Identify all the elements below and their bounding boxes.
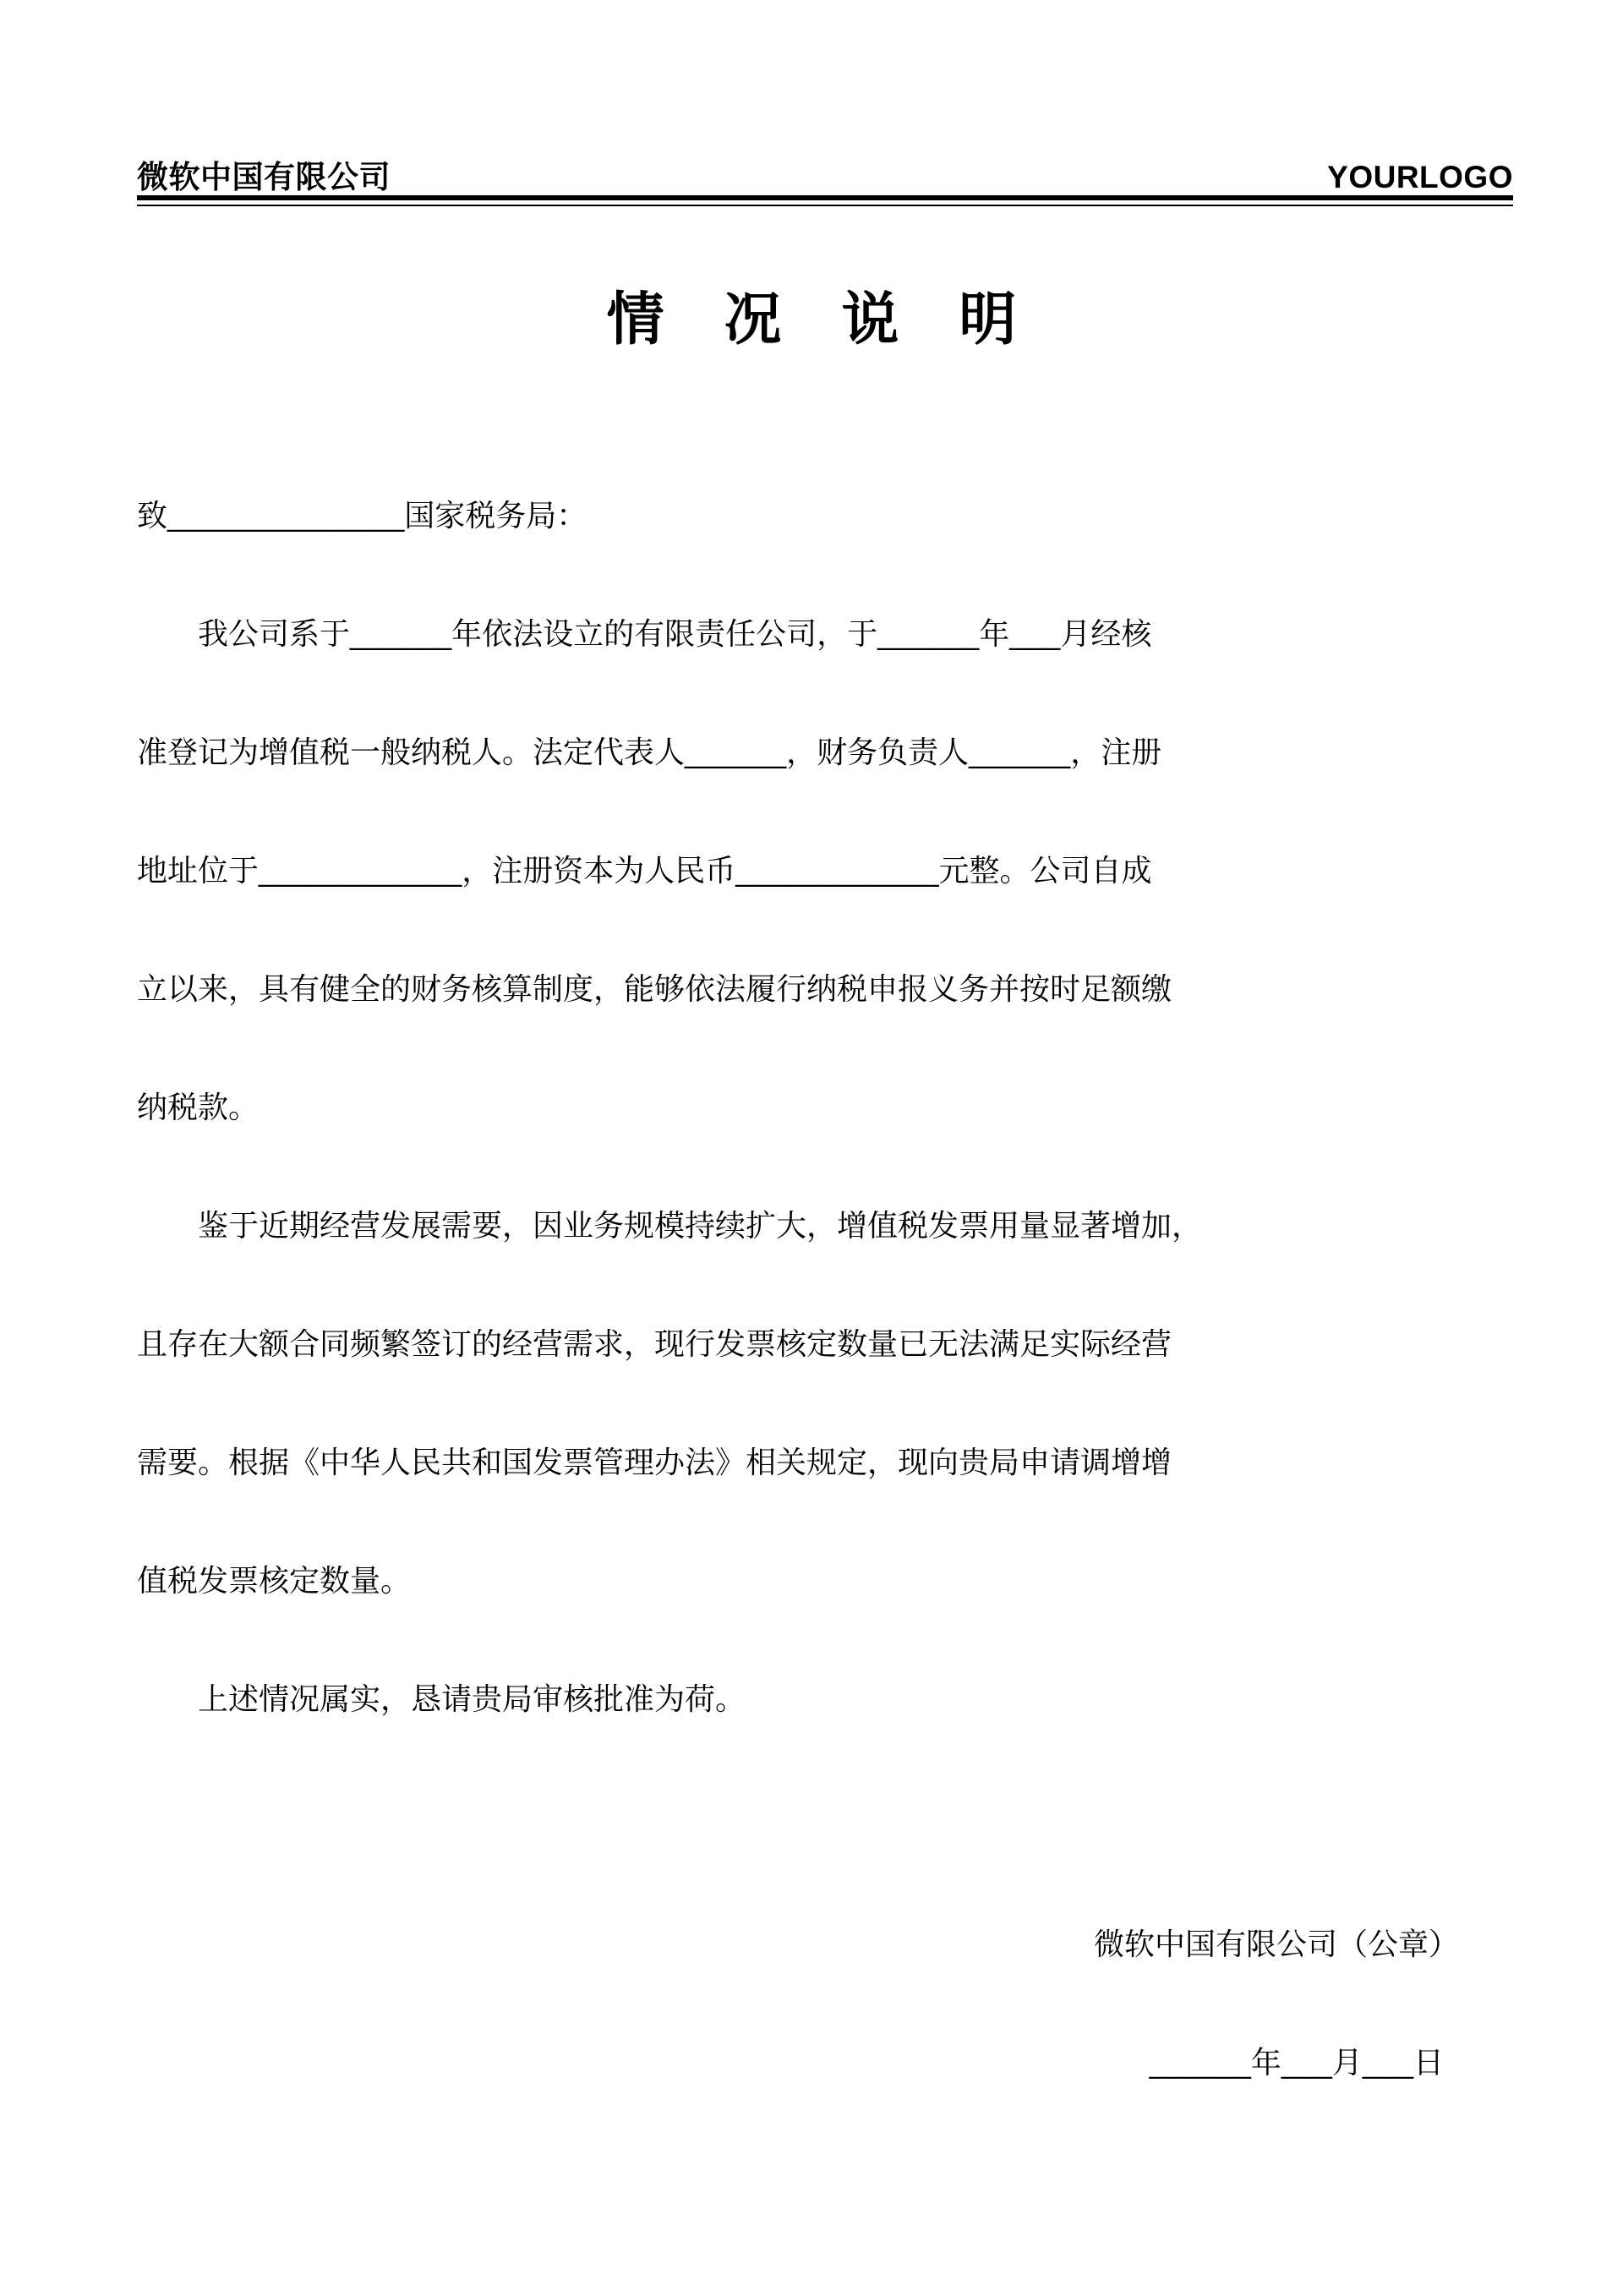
paragraph-2-line-2: 且存在大额合同频繁签订的经营需求，现行发票核定数量已无法满足实际经营 bbox=[137, 1326, 1172, 1361]
paragraph-2-line-1: 鉴于近期经营发展需要，因业务规模持续扩大，增值税发票用量显著增加， bbox=[198, 1208, 1203, 1243]
signature-company-seal: 微软中国有限公司（公章） bbox=[1093, 1927, 1459, 1961]
paragraph-1-line-1: 我公司系于______年依法设立的有限责任公司，于______年___月经核 bbox=[198, 616, 1152, 651]
letterhead-rule-thick bbox=[137, 195, 1513, 200]
paragraph-2 bbox=[137, 1167, 1513, 1640]
document-body bbox=[137, 456, 1513, 1758]
paragraph-1-line-2: 准登记为增值税一般纳税人。法定代表人______，财务负责人______，注册 bbox=[137, 735, 1162, 769]
paragraph-1-line-5: 纳税款。 bbox=[137, 1090, 260, 1124]
paragraph-2-line-3: 需要。根据《中华人民共和国发票管理办法》相关规定，现向贵局申请调增增 bbox=[137, 1445, 1172, 1479]
salutation-line: 致______________国家税务局： bbox=[137, 498, 587, 533]
letterhead bbox=[137, 127, 1513, 206]
signature-date-line: ______年___月___日 bbox=[1149, 2045, 1444, 2080]
paragraph-1-line-4: 立以来，具有健全的财务核算制度，能够依法履行纳税申报义务并按时足额缴 bbox=[137, 971, 1172, 1006]
paragraph-3 bbox=[137, 1640, 1513, 1758]
page-title: 情 况 说 明 bbox=[606, 287, 1039, 352]
signature-block bbox=[137, 1904, 1513, 2103]
paragraph-2-line-4: 值税发票核定数量。 bbox=[137, 1563, 412, 1598]
letterhead-logo: YOURLOGO bbox=[1327, 160, 1513, 194]
paragraph-1 bbox=[137, 575, 1513, 1167]
paragraph-3-line-1: 上述情况属实，恳请贵局审核批准为荷。 bbox=[198, 1681, 746, 1716]
letterhead-company-name: 微软中国有限公司 bbox=[137, 160, 391, 194]
letterhead-row bbox=[137, 127, 1513, 193]
paragraph-1-line-3: 地址位于____________，注册资本为人民币____________元整。公司自成 bbox=[137, 853, 1152, 888]
letterhead-rule-thin bbox=[137, 205, 1513, 206]
